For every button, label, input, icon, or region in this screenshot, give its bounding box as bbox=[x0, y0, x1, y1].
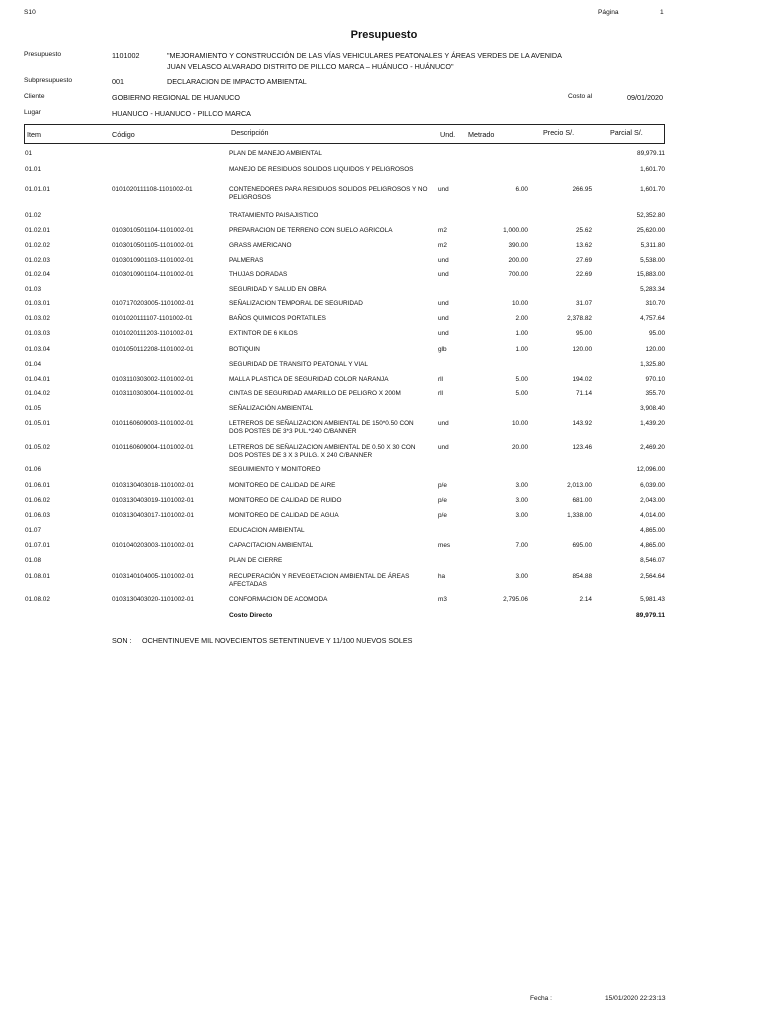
cell-und: und bbox=[438, 444, 449, 451]
cell-met: 5.00 bbox=[515, 376, 528, 383]
cell-code: 0101050112208-1101002-01 bbox=[112, 346, 194, 353]
cell-code: 0103130403018-1101002-01 bbox=[112, 482, 194, 489]
subpresupuesto-name: DECLARACION DE IMPACTO AMBIENTAL bbox=[167, 77, 307, 86]
costo-directo-value: 89,979.11 bbox=[636, 612, 665, 619]
cell-met: 1,000.00 bbox=[503, 227, 528, 234]
cell-desc: EDUCACION AMBIENTAL bbox=[229, 527, 305, 534]
page-label: Página bbox=[598, 9, 619, 16]
cell-item: 01.08.01 bbox=[25, 573, 50, 580]
cell-code: 0103010501104-1101002-01 bbox=[112, 227, 194, 234]
table-row bbox=[0, 466, 768, 478]
cell-desc: BAÑOS QUIMICOS PORTATILES bbox=[229, 315, 326, 322]
cell-par: 1,601.70 bbox=[640, 166, 665, 173]
cell-code: 0101160609003-1101002-01 bbox=[112, 420, 194, 427]
table-row bbox=[0, 497, 768, 509]
cell-desc: SEÑALIZACION TEMPORAL DE SEGURIDAD bbox=[229, 300, 363, 307]
cell-pre: 13.62 bbox=[576, 242, 592, 249]
cell-met: 700.00 bbox=[508, 271, 528, 278]
cell-item: 01.06 bbox=[25, 466, 41, 473]
cell-und: und bbox=[438, 315, 449, 322]
cell-pre: 27.69 bbox=[576, 257, 592, 264]
cell-met: 1.00 bbox=[515, 330, 528, 337]
cell-pre: 681.00 bbox=[572, 497, 592, 504]
son-label: SON : bbox=[112, 636, 132, 645]
presupuesto-code: 1101002 bbox=[112, 51, 140, 60]
cell-desc: CINTAS DE SEGURIDAD AMARILLO DE PELIGRO X 200M bbox=[229, 390, 401, 397]
col-precio: Precio S/. bbox=[543, 128, 575, 137]
cell-und: und bbox=[438, 420, 449, 427]
table-row bbox=[0, 315, 768, 327]
cell-met: 10.00 bbox=[512, 420, 528, 427]
cell-code: 0103130403017-1101002-01 bbox=[112, 512, 194, 519]
table-row bbox=[0, 271, 768, 283]
cell-und: und bbox=[438, 271, 449, 278]
costo-al-label: Costo al bbox=[568, 93, 593, 100]
cell-desc: THUJAS DORADAS bbox=[229, 271, 288, 278]
cell-desc: PLAN DE CIERRE bbox=[229, 557, 283, 564]
cell-desc: SEGURIDAD DE TRANSITO PEATONAL Y VIAL bbox=[229, 361, 368, 368]
table-row bbox=[0, 512, 768, 524]
cliente-label: Cliente bbox=[24, 93, 45, 100]
cell-par: 970.10 bbox=[645, 376, 665, 383]
table-row bbox=[0, 242, 768, 254]
cell-par: 3,908.40 bbox=[640, 405, 665, 412]
cell-met: 1.00 bbox=[515, 346, 528, 353]
cell-par: 2,043.00 bbox=[640, 497, 665, 504]
cell-item: 01.02.01 bbox=[25, 227, 50, 234]
cell-und: p/e bbox=[438, 482, 447, 489]
cell-item: 01.03.02 bbox=[25, 315, 50, 322]
table-row bbox=[0, 286, 768, 298]
cell-met: 3.00 bbox=[515, 497, 528, 504]
cell-par: 310.70 bbox=[645, 300, 665, 307]
cell-met: 10.00 bbox=[512, 300, 528, 307]
cell-met: 6.00 bbox=[515, 186, 528, 193]
cell-met: 7.00 bbox=[515, 542, 528, 549]
cell-item: 01.03.03 bbox=[25, 330, 50, 337]
cell-item: 01.03.04 bbox=[25, 346, 50, 353]
cell-par: 15,883.00 bbox=[636, 271, 665, 278]
table-row bbox=[0, 300, 768, 312]
cell-item: 01.06.02 bbox=[25, 497, 50, 504]
cell-pre: 22.69 bbox=[576, 271, 592, 278]
col-descripcion: Descripción bbox=[231, 128, 269, 137]
cell-par: 5,283.34 bbox=[640, 286, 665, 293]
subpresupuesto-label: Subpresupuesto bbox=[24, 77, 73, 84]
table-row bbox=[0, 482, 768, 494]
cell-item: 01.06.03 bbox=[25, 512, 50, 519]
cell-item: 01.04.02 bbox=[25, 390, 50, 397]
cell-met: 20.00 bbox=[512, 444, 528, 451]
cell-item: 01.06.01 bbox=[25, 482, 50, 489]
cell-met: 3.00 bbox=[515, 512, 528, 519]
cell-desc: LETREROS DE SEÑALIZACION AMBIENTAL DE 150*0.50 CON DOS POSTES DE 3*3 PUL.*240 C/BANNER bbox=[229, 420, 414, 435]
cell-und: m2 bbox=[438, 242, 447, 249]
table-row bbox=[0, 405, 768, 417]
cell-und: m3 bbox=[438, 596, 447, 603]
table-row bbox=[0, 573, 768, 588]
table-row bbox=[0, 390, 768, 402]
cell-desc: SEGUIMIENTO Y MONITOREO bbox=[229, 466, 321, 473]
cell-und: mes bbox=[438, 542, 451, 549]
cell-desc: LETREROS DE SEÑALIZACION AMBIENTAL DE 0.50 X 30 CON DOS POSTES DE 3 X 3 PULG. X 240 C/BANNER bbox=[229, 444, 416, 459]
cell-par: 52,352.80 bbox=[636, 212, 665, 219]
cell-par: 120.00 bbox=[645, 346, 665, 353]
cell-pre: 194.02 bbox=[572, 376, 592, 383]
cell-code: 0103010901103-1101002-01 bbox=[112, 257, 194, 264]
cell-item: 01.07 bbox=[25, 527, 41, 534]
cell-item: 01.02.03 bbox=[25, 257, 50, 264]
cell-item: 01.04 bbox=[25, 361, 41, 368]
fecha-label: Fecha : bbox=[530, 995, 552, 1002]
cell-code: 0107170203005-1101002-01 bbox=[112, 300, 194, 307]
col-metrado: Metrado bbox=[468, 130, 495, 139]
cell-desc: CAPACITACION AMBIENTAL bbox=[229, 542, 314, 549]
cell-par: 2,564.64 bbox=[640, 573, 665, 580]
cell-code: 0103110303002-1101002-01 bbox=[112, 376, 194, 383]
cell-desc: PALMERAS bbox=[229, 257, 264, 264]
table-row bbox=[0, 186, 768, 201]
cell-und: und bbox=[438, 257, 449, 264]
costo-al-value: 09/01/2020 bbox=[627, 93, 663, 102]
fecha-value: 15/01/2020 22:23:13 bbox=[605, 995, 666, 1002]
cell-desc: RECUPERACIÓN Y REVEGETACION AMBIENTAL DE ÁREAS AFECTADAS bbox=[229, 573, 410, 588]
cell-code: 0103140104005-1101002-01 bbox=[112, 573, 194, 580]
cell-item: 01.04.01 bbox=[25, 376, 50, 383]
cell-desc: PLAN DE MANEJO AMBIENTAL bbox=[229, 150, 322, 157]
cell-code: 0103010501105-1101002-01 bbox=[112, 242, 194, 249]
cell-met: 390.00 bbox=[508, 242, 528, 249]
table-row bbox=[0, 150, 768, 162]
cell-item: 01.03 bbox=[25, 286, 41, 293]
cell-par: 1,601.70 bbox=[640, 186, 665, 193]
cell-item: 01.02 bbox=[25, 212, 41, 219]
cell-code: 0101020111107-1101002-01 bbox=[112, 315, 193, 322]
col-parcial: Parcial S/. bbox=[610, 128, 643, 137]
cell-code: 0103110303004-1101002-01 bbox=[112, 390, 194, 397]
cell-par: 4,014.00 bbox=[640, 512, 665, 519]
cell-code: 0101020111108-1101002-01 bbox=[112, 186, 193, 193]
cell-pre: 1,338.00 bbox=[567, 512, 592, 519]
cell-pre: 143.92 bbox=[572, 420, 592, 427]
cell-par: 25,620.00 bbox=[636, 227, 665, 234]
cell-par: 12,096.00 bbox=[636, 466, 665, 473]
cell-item: 01.05.01 bbox=[25, 420, 50, 427]
cell-desc: CONTENEDORES PARA RESIDUOS SOLIDOS PELIGROSOS Y NO PELIGROSOS bbox=[229, 186, 428, 201]
cell-code: 0101020111203-1101002-01 bbox=[112, 330, 194, 337]
table-row bbox=[0, 227, 768, 239]
presupuesto-name-line1: "MEJORAMIENTO Y CONSTRUCCIÓN DE LAS VÍAS VEHICULARES PEATONALES Y ÁREAS VERDES DE LA AVENIDA bbox=[167, 51, 562, 60]
col-item: Item bbox=[27, 130, 41, 139]
cell-pre: 123.46 bbox=[572, 444, 592, 451]
cell-item: 01.01 bbox=[25, 166, 41, 173]
col-und: Und. bbox=[440, 130, 456, 139]
cell-und: rll bbox=[438, 376, 443, 383]
col-codigo: Código bbox=[112, 130, 135, 139]
lugar-label: Lugar bbox=[24, 109, 41, 116]
lugar-value: HUANUCO - HUANUCO - PILLCO MARCA bbox=[112, 109, 251, 118]
cell-item: 01.02.02 bbox=[25, 242, 50, 249]
cell-desc: SEGURIDAD Y SALUD EN OBRA bbox=[229, 286, 327, 293]
cell-und: m2 bbox=[438, 227, 447, 234]
cell-und: rll bbox=[438, 390, 443, 397]
cell-code: 0101160609004-1101002-01 bbox=[112, 444, 194, 451]
table-row bbox=[0, 257, 768, 269]
table-row bbox=[0, 542, 768, 554]
cell-par: 5,311.80 bbox=[640, 242, 665, 249]
cell-par: 1,325.80 bbox=[640, 361, 665, 368]
cell-item: 01.08.02 bbox=[25, 596, 50, 603]
cell-pre: 31.07 bbox=[576, 300, 592, 307]
table-row bbox=[0, 330, 768, 342]
cell-desc: MONITOREO DE CALIDAD DE AIRE bbox=[229, 482, 336, 489]
cell-pre: 2,378.82 bbox=[567, 315, 592, 322]
cell-par: 355.70 bbox=[645, 390, 665, 397]
cell-par: 5,538.00 bbox=[640, 257, 665, 264]
cell-desc: MALLA PLASTICA DE SEGURIDAD COLOR NARANJA bbox=[229, 376, 389, 383]
cell-pre: 71.14 bbox=[576, 390, 592, 397]
cell-und: p/e bbox=[438, 512, 447, 519]
cell-pre: 120.00 bbox=[572, 346, 592, 353]
cell-par: 1,439.20 bbox=[640, 420, 665, 427]
table-row bbox=[0, 557, 768, 569]
cell-pre: 266.95 bbox=[572, 186, 592, 193]
cell-pre: 2,013.00 bbox=[567, 482, 592, 489]
cell-desc: EXTINTOR DE 6 KILOS bbox=[229, 330, 298, 337]
cell-item: 01.01.01 bbox=[25, 186, 50, 193]
cell-desc: CONFORMACION DE ACOMODA bbox=[229, 596, 328, 603]
cell-desc: GRASS AMERICANO bbox=[229, 242, 292, 249]
presupuesto-name-line2: JUAN VELASCO ALVARADO DISTRITO DE PILLCO MARCA – HUÁNUCO - HUÁNUCO" bbox=[167, 62, 454, 71]
cell-item: 01 bbox=[25, 150, 33, 157]
costo-directo-label: Costo Directo bbox=[229, 612, 273, 619]
cell-item: 01.05 bbox=[25, 405, 41, 412]
cell-par: 4,865.00 bbox=[640, 542, 665, 549]
cell-item: 01.08 bbox=[25, 557, 41, 564]
table-row bbox=[0, 346, 768, 358]
cell-par: 5,981.43 bbox=[640, 596, 665, 603]
subpresupuesto-code: 001 bbox=[112, 77, 124, 86]
cell-met: 5.00 bbox=[515, 390, 528, 397]
table-row bbox=[0, 444, 768, 459]
table-row bbox=[0, 527, 768, 539]
cell-met: 2.00 bbox=[515, 315, 528, 322]
cell-desc: MONITOREO DE CALIDAD DE RUIDO bbox=[229, 497, 342, 504]
system-code: S10 bbox=[24, 9, 36, 16]
table-row bbox=[0, 420, 768, 435]
cell-pre: 2.14 bbox=[579, 596, 592, 603]
cell-desc: SEÑALIZACIÓN AMBIENTAL bbox=[229, 405, 314, 412]
cell-item: 01.02.04 bbox=[25, 271, 50, 278]
cell-desc: PREPARACION DE TERRENO CON SUELO AGRICOLA bbox=[229, 227, 393, 234]
cell-und: glb bbox=[438, 346, 447, 353]
cell-pre: 695.00 bbox=[572, 542, 592, 549]
presupuesto-label: Presupuesto bbox=[24, 51, 62, 58]
table-row bbox=[0, 596, 768, 608]
table-row bbox=[0, 376, 768, 388]
cliente-value: GOBIERNO REGIONAL DE HUANUCO bbox=[112, 93, 240, 102]
cell-item: 01.07.01 bbox=[25, 542, 50, 549]
cell-met: 3.00 bbox=[515, 573, 528, 580]
cell-desc: MONITOREO DE CALIDAD DE AGUA bbox=[229, 512, 339, 519]
cell-pre: 95.00 bbox=[576, 330, 592, 337]
son-text: OCHENTINUEVE MIL NOVECIENTOS SETENTINUEVE Y 11/100 NUEVOS SOLES bbox=[142, 636, 413, 645]
cell-code: 0101040203003-1101002-01 bbox=[112, 542, 194, 549]
cell-desc: TRATAMIENTO PAISAJISTICO bbox=[229, 212, 319, 219]
page-number: 1 bbox=[660, 9, 664, 16]
cell-pre: 25.62 bbox=[576, 227, 592, 234]
page-title: Presupuesto bbox=[350, 29, 418, 41]
cell-par: 4,757.64 bbox=[640, 315, 665, 322]
cell-und: und bbox=[438, 330, 449, 337]
cell-par: 2,469.20 bbox=[640, 444, 665, 451]
cell-item: 01.03.01 bbox=[25, 300, 50, 307]
cell-pre: 854.88 bbox=[572, 573, 592, 580]
cell-par: 6,039.00 bbox=[640, 482, 665, 489]
cell-code: 0103010901104-1101002-01 bbox=[112, 271, 194, 278]
cell-par: 89,979.11 bbox=[637, 150, 665, 157]
cell-par: 95.00 bbox=[649, 330, 665, 337]
cell-par: 8,546.07 bbox=[640, 557, 665, 564]
cell-desc: MANEJO DE RESIDUOS SOLIDOS LIQUIDOS Y PELIGROSOS bbox=[229, 166, 414, 173]
cell-met: 3.00 bbox=[515, 482, 528, 489]
cell-met: 200.00 bbox=[508, 257, 528, 264]
table-row bbox=[0, 361, 768, 373]
table-row bbox=[0, 166, 768, 178]
cell-code: 0103130403019-1101002-01 bbox=[112, 497, 194, 504]
cell-code: 0103130403020-1101002-01 bbox=[112, 596, 194, 603]
cell-item: 01.05.02 bbox=[25, 444, 50, 451]
cell-met: 2,795.06 bbox=[503, 596, 528, 603]
table-row bbox=[0, 212, 768, 224]
cell-und: und bbox=[438, 186, 449, 193]
cell-desc: BOTIQUIN bbox=[229, 346, 260, 353]
cell-und: p/e bbox=[438, 497, 447, 504]
cell-und: ha bbox=[438, 573, 446, 580]
cell-und: und bbox=[438, 300, 449, 307]
cell-par: 4,865.00 bbox=[640, 527, 665, 534]
